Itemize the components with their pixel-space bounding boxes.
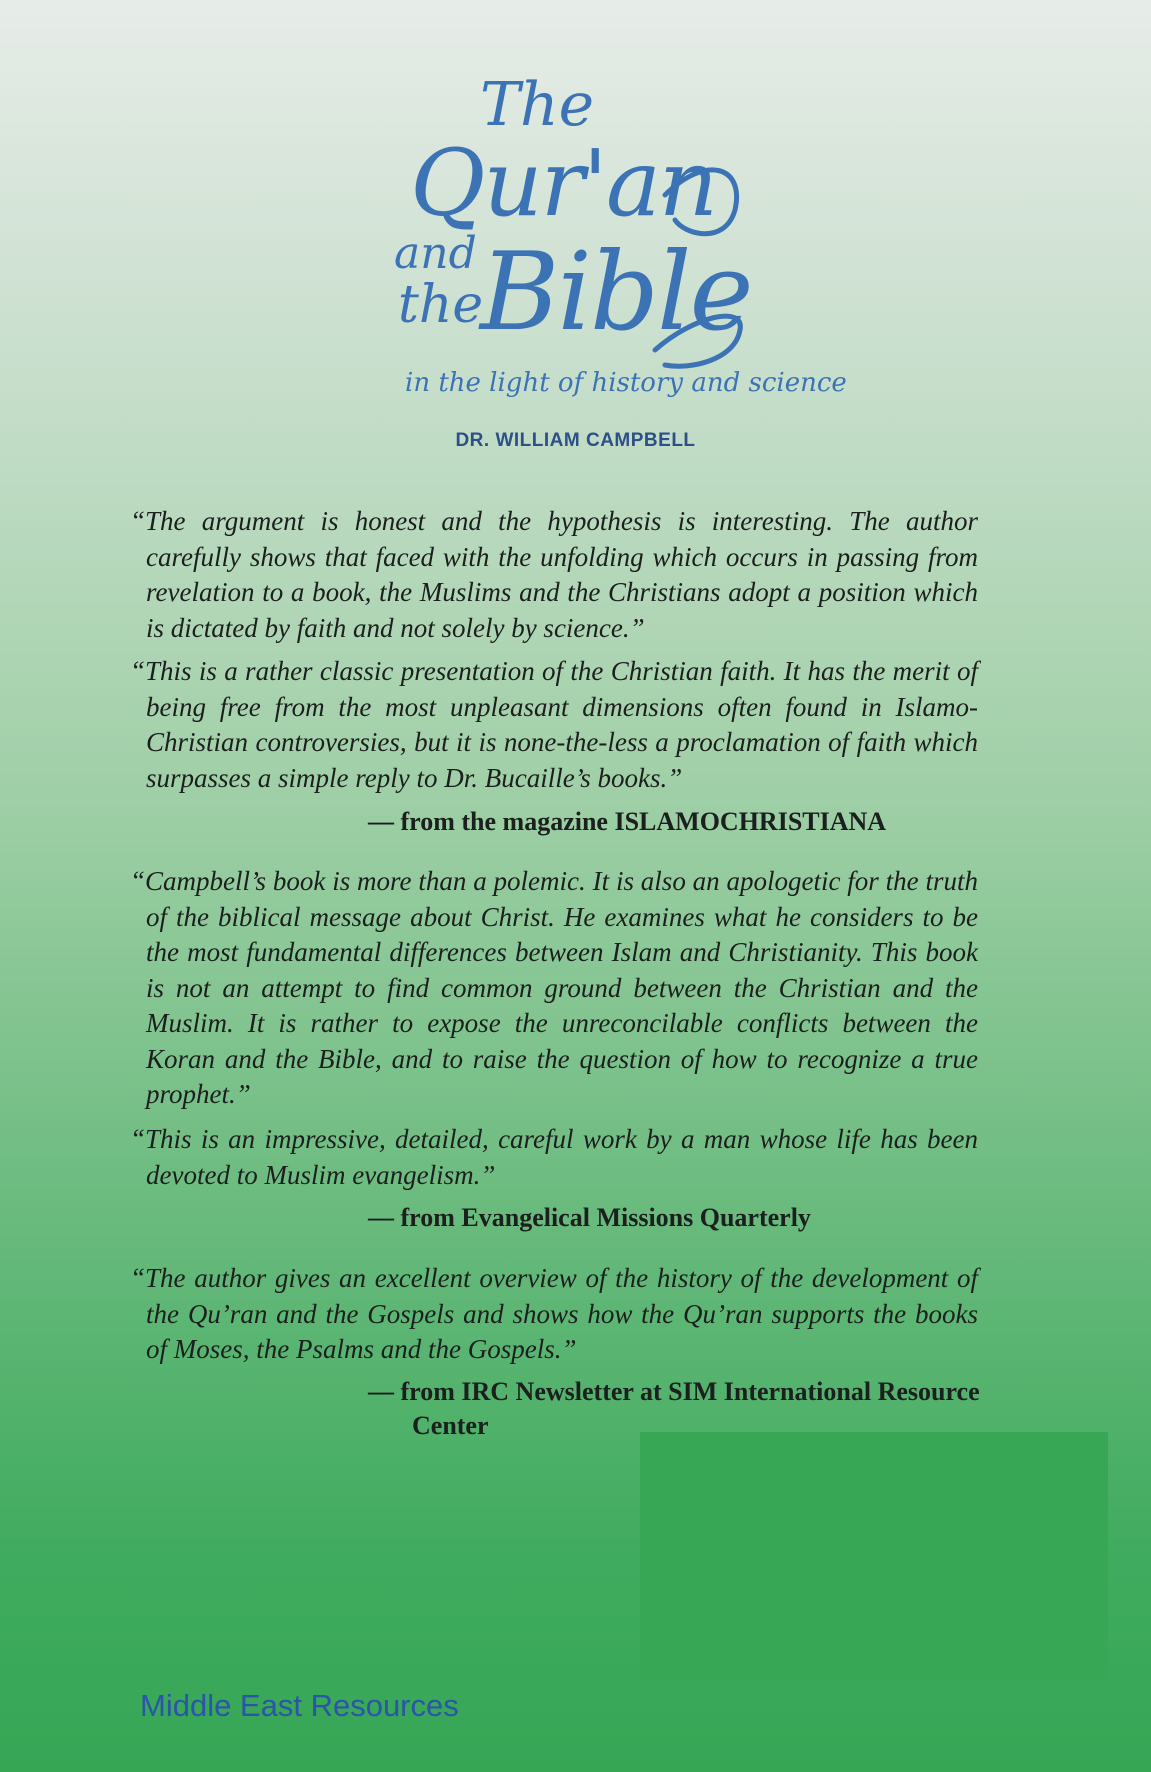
review-quote (130, 1261, 978, 1368)
review-quote-text: “The author gives an excellent overview of the history of the development of the Qu’ran and the Gospels and shows how the Qu’ran supports the books of Moses, the Psalms and the Gospels.” (130, 1263, 978, 1364)
book-subtitle: in the light of history and science (405, 368, 847, 398)
review-source: — from Evangelical Missions Quarterly (368, 1203, 811, 1232)
review-quote-text: “The argument is honest and the hypothesis is interesting. The author carefully shows that faced with the unfolding which occurs in passing from revelation to a book, the Muslims and the Christians adopt a position which is dictated by faith and not solely by science.” (130, 506, 978, 643)
book-title-logo (380, 70, 847, 410)
title-word-the-2: the (398, 275, 484, 335)
calligraphy-swash-icon (645, 125, 755, 385)
review-quote (130, 654, 978, 796)
review-quote-text: “This is an impressive, detailed, careful work by a man whose life has been devoted to Muslim evangelism.” (130, 1124, 978, 1190)
review-quote-text: “This is a rather classic presentation of the Christian faith. It has the merit of being free from the most unpleasant dimensions often found in Islamo-Christian controversies, but it is none-the-less a proclamation of faith which surpasses a simple reply to Dr. Bucaille’s books.” (130, 656, 978, 793)
barcode-area-cover (640, 1432, 1108, 1680)
publisher-name: Middle East Resources (140, 1688, 459, 1723)
author-name: DR. WILLIAM CAMPBELL (455, 430, 696, 451)
title-word-and: and (394, 228, 477, 279)
title-word-bible: Bible (480, 230, 752, 355)
review-quote (130, 864, 978, 1113)
review-source: — from IRC Newsletter at SIM International Resource Center (368, 1377, 980, 1440)
title-word-quran: Qur'an (410, 130, 717, 237)
title-word-the: The (480, 70, 595, 140)
review-quote-text: “Campbell’s book is more than a polemic. It is also an apologetic for the truth of the biblical message about Christ. He examines what he considers to be the most fundamental differences between Islam and Christianity. This book is not an attempt to find common ground between the Christian and the Muslim. It is rather to expose the unreconcilable conflicts between the Koran and the Bible, and to raise the question of how to recognize a true prophet.” (130, 866, 978, 1109)
review-quote (130, 1122, 978, 1193)
review-source: — from the magazine ISLAMOCHRISTIANA (368, 807, 887, 836)
review-quote (130, 504, 978, 646)
